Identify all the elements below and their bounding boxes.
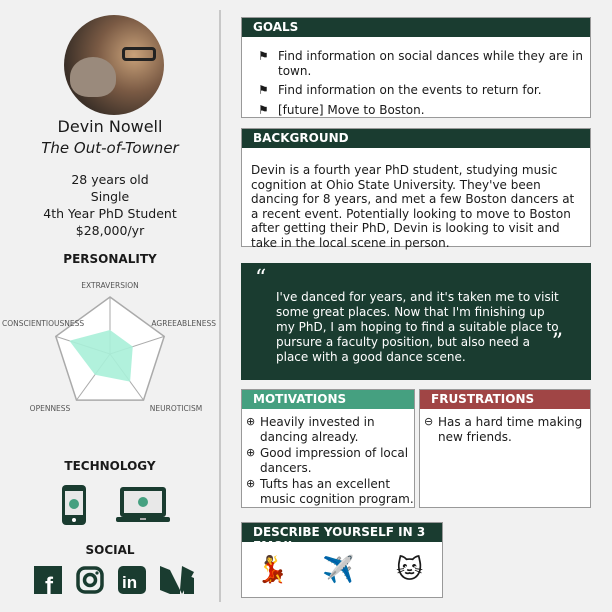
avatar [64,15,164,115]
motivations-card [241,389,415,508]
frustrations-card [419,389,591,508]
svg-text:in: in [122,573,138,592]
personality-title: PERSONALITY [63,252,157,266]
flag-icon: ⚑ [258,83,269,97]
emoji-card [241,522,443,598]
quote-card [241,263,591,380]
quote-text: I've danced for years, and it's taken me to visit some great places. Now that I'm finishing up my PhD, I am hoping to find a suitable place to pursure a faculty position, but also need a place with a good dance scene. [276,290,559,364]
radar-label-openness: OPENNESS [29,404,71,413]
goals-list [242,49,590,117]
frustrations-header: FRUSTRATIONS [420,390,590,409]
medium-icon[interactable] [160,566,194,594]
iphone-icon [62,485,88,525]
flag-icon: ⚑ [258,49,269,63]
profile-panel [0,0,220,612]
motivations-list [242,415,414,506]
fact-age: 28 years old [71,172,149,187]
fact-income: $28,000/yr [75,223,145,238]
motivation-item: ⊕ Tufts has an excellent music cognition program. [246,477,414,506]
cat-emoji: 🐱 [396,555,424,585]
facebook-icon[interactable] [34,566,62,594]
frustration-item: ⊖ Has a hard time making new friends. [424,415,583,444]
open-quote-icon: “ [255,266,267,291]
arrow-up-circle-icon: ⊕ [246,477,256,490]
close-quote-icon: ” [551,330,563,355]
dancer-emoji: 💃 [256,555,289,585]
airplane-emoji: ✈️ [322,555,355,585]
arrow-up-circle-icon: ⊕ [246,446,256,459]
motivation-item: ⊕ Heavily invested in dancing already. [246,415,375,444]
goal-item: ⚑ Find information on social dances while they are in town. [258,49,583,78]
fact-occupation: 4th Year PhD Student [43,206,177,221]
persona-facts [0,171,220,239]
radar-label-conscientiousness: CONSCIENTIOUSNESS [2,319,85,328]
goal-item: ⚑ Find information on the events to return for. [258,83,542,97]
background-header: BACKGROUND [242,129,590,148]
goal-item: ⚑ [future] Move to Boston. [258,102,425,117]
instagram-icon[interactable] [76,566,104,594]
frustrations-list [420,415,590,444]
flag-icon: ⚑ [258,102,269,117]
column-divider [219,10,221,602]
persona-tagline: The Out-of-Towner [41,139,179,157]
radar-label-extraversion: EXTRAVERSION [81,281,139,290]
emoji-header: DESCRIBE YOURSELF IN 3 EMOJI [242,523,442,542]
motivations-header: MOTIVATIONS [242,390,414,409]
radar-label-agreeableness: AGREEABLENESS [151,319,216,328]
goals-card [241,17,591,118]
goals-header: GOALS [242,18,590,37]
fact-status: Single [90,189,130,204]
motivation-item: ⊕ Good impression of local dancers. [246,446,409,475]
background-text: Devin is a fourth year PhD student, studying music cognition at Ohio State University. They've been dancing for 8 years, and met a few Boston dancers at a recent event. Potentially looking to move to Boston after getting their PhD, Devin is looking to visit and take in the local scene in person. [251,163,575,250]
radar-label-neuroticism: NEUROTICISM [149,404,203,413]
technology-title: TECHNOLOGY [64,459,156,473]
svg-text:f: f [45,573,53,594]
macbook-icon [116,487,170,523]
arrow-up-circle-icon: ⊕ [246,415,256,428]
social-title: SOCIAL [85,543,135,557]
persona-name: Devin Nowell [57,117,163,136]
personality-radar [0,270,220,420]
background-card [241,128,591,250]
arrow-down-circle-icon: ⊖ [424,415,434,428]
linkedin-icon[interactable] [118,566,146,594]
